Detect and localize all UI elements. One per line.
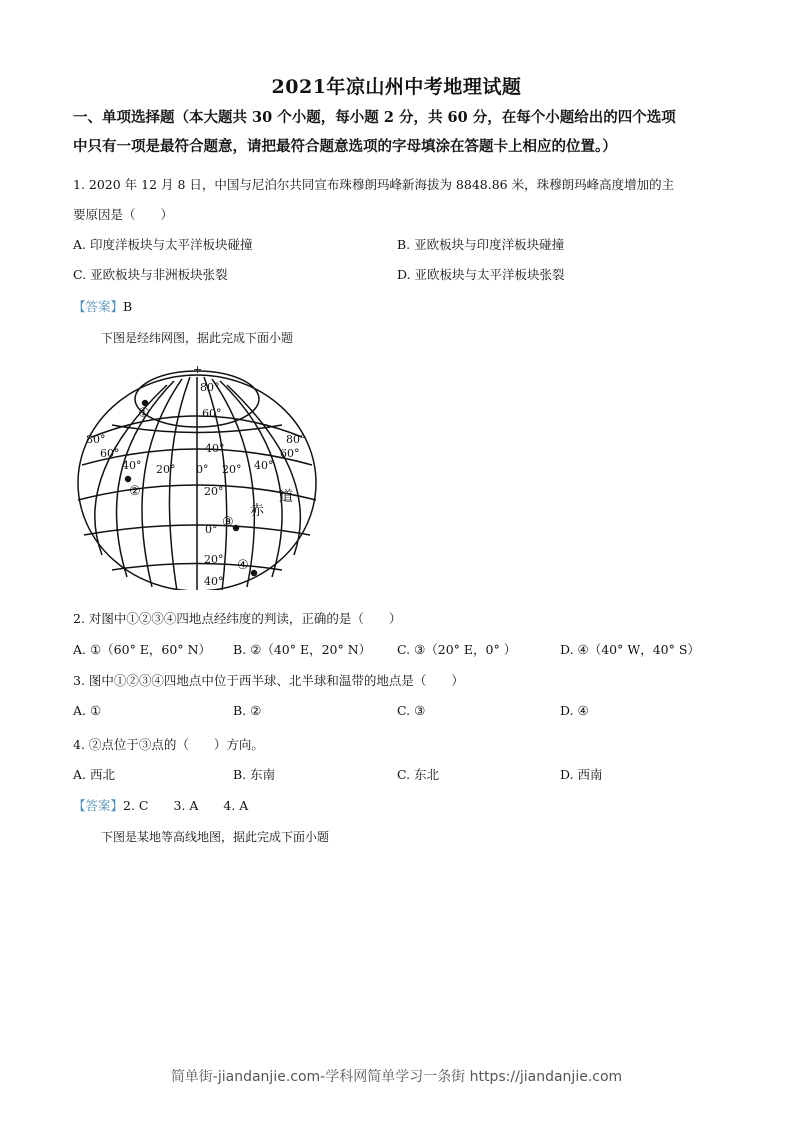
label-lat-0: 0° <box>205 523 218 536</box>
label-left-20: 20° <box>156 463 176 476</box>
q2-option-a: A. ①（60° E，60° N） <box>73 642 212 657</box>
q3-option-d: D. ④ <box>560 703 589 718</box>
label-right-80: 80° <box>286 433 306 446</box>
label-left-40: 40° <box>122 459 142 472</box>
label-lat-40s: 40° <box>204 575 224 588</box>
label-right-20: 20° <box>222 463 242 476</box>
answers-2-4 <box>73 796 248 814</box>
answer-label: 【答案】 <box>73 798 124 813</box>
q3-option-c: C. ③ <box>397 703 426 718</box>
q1-stem-line1: 1. 2020 年 12 月 8 日，中国与尼泊尔共同宣布珠穆朗玛峰新海拔为 8848.86 米，珠穆朗玛峰高度增加的主 <box>73 177 675 192</box>
intro-latlong-figure: 下图是经纬网图，据此完成下面小题 <box>101 331 294 345</box>
label-equator-dao: 道 <box>279 489 293 505</box>
point-4-label: ④ <box>237 558 249 573</box>
intro-contour-figure: 下图是某地等高线地图，据此完成下面小题 <box>101 830 330 844</box>
q2-option-b: B. ②（40° E，20° N） <box>233 642 372 657</box>
q4-stem: 4. ②点位于③点的（ ）方向。 <box>73 737 264 752</box>
point-3-label: ③ <box>222 515 234 530</box>
label-lat-20n: 20° <box>204 485 224 498</box>
answer-label: 【答案】 <box>73 299 124 314</box>
q1-option-c: C. 亚欧板块与非洲板块张裂 <box>73 267 228 282</box>
footer-watermark: 简单街-jiandanjie.com-学科网简单学习一条街 https://jiandanjie.com <box>170 1069 623 1085</box>
label-center-0: 0° <box>196 463 209 476</box>
answer-values: 2. C 3. A 4. A <box>123 798 249 813</box>
label-right-40: 40° <box>254 459 274 472</box>
q1-option-a: A. 印度洋板块与太平洋板块碰撞 <box>73 237 253 252</box>
label-top-40: 40° <box>205 442 225 455</box>
label-left-60: 60° <box>100 447 120 460</box>
q1-option-b: B. 亚欧板块与印度洋板块碰撞 <box>397 237 565 252</box>
q2-stem: 2. 对图中①②③④四地点经纬度的判读，正确的是（ ） <box>73 611 402 626</box>
q3-option-a: A. ① <box>73 703 102 718</box>
q1-stem-line2: 要原因是（ ） <box>73 207 174 222</box>
q3-stem: 3. 图中①②③④四地点中位于西半球、北半球和温带的地点是（ ） <box>73 673 464 688</box>
q4-option-b: B. 东南 <box>233 767 276 782</box>
label-right-60: 60° <box>280 447 300 460</box>
north-pole-marker: + <box>193 365 203 376</box>
label-lat-20s: 20° <box>204 553 224 566</box>
q4-option-d: D. 西南 <box>560 767 603 782</box>
answer-value: B <box>123 299 133 314</box>
label-top-80: 80° <box>200 381 220 394</box>
section-heading-line2: 中只有一项是最符合题意，请把最符合题意选项的字母填涂在答题卡上相应的位置。） <box>73 138 617 155</box>
label-top-60: 60° <box>202 407 222 420</box>
label-left-80: 80° <box>86 433 106 446</box>
page-title: 2021年凉山州中考地理试题 <box>271 76 522 98</box>
latitude-longitude-globe-figure <box>72 365 322 590</box>
q1-option-d: D. 亚欧板块与太平洋板块张裂 <box>397 267 565 282</box>
q2-option-d: D. ④（40° W，40° S） <box>560 642 700 657</box>
q4-option-a: A. 西北 <box>73 767 115 782</box>
q4-option-c: C. 东北 <box>397 767 440 782</box>
label-equator-chi: 赤 <box>250 503 264 519</box>
point-1-label: ① <box>138 406 150 421</box>
q1-answer <box>73 297 132 315</box>
q2-option-c: C. ③（20° E，0° ） <box>397 642 517 657</box>
point-2-label: ② <box>129 484 141 499</box>
section-heading-line1: 一、单项选择题（本大题共 30 个小题，每小题 2 分，共 60 分，在每个小题给出的四个选项 <box>73 109 676 126</box>
q3-option-b: B. ② <box>233 703 262 718</box>
